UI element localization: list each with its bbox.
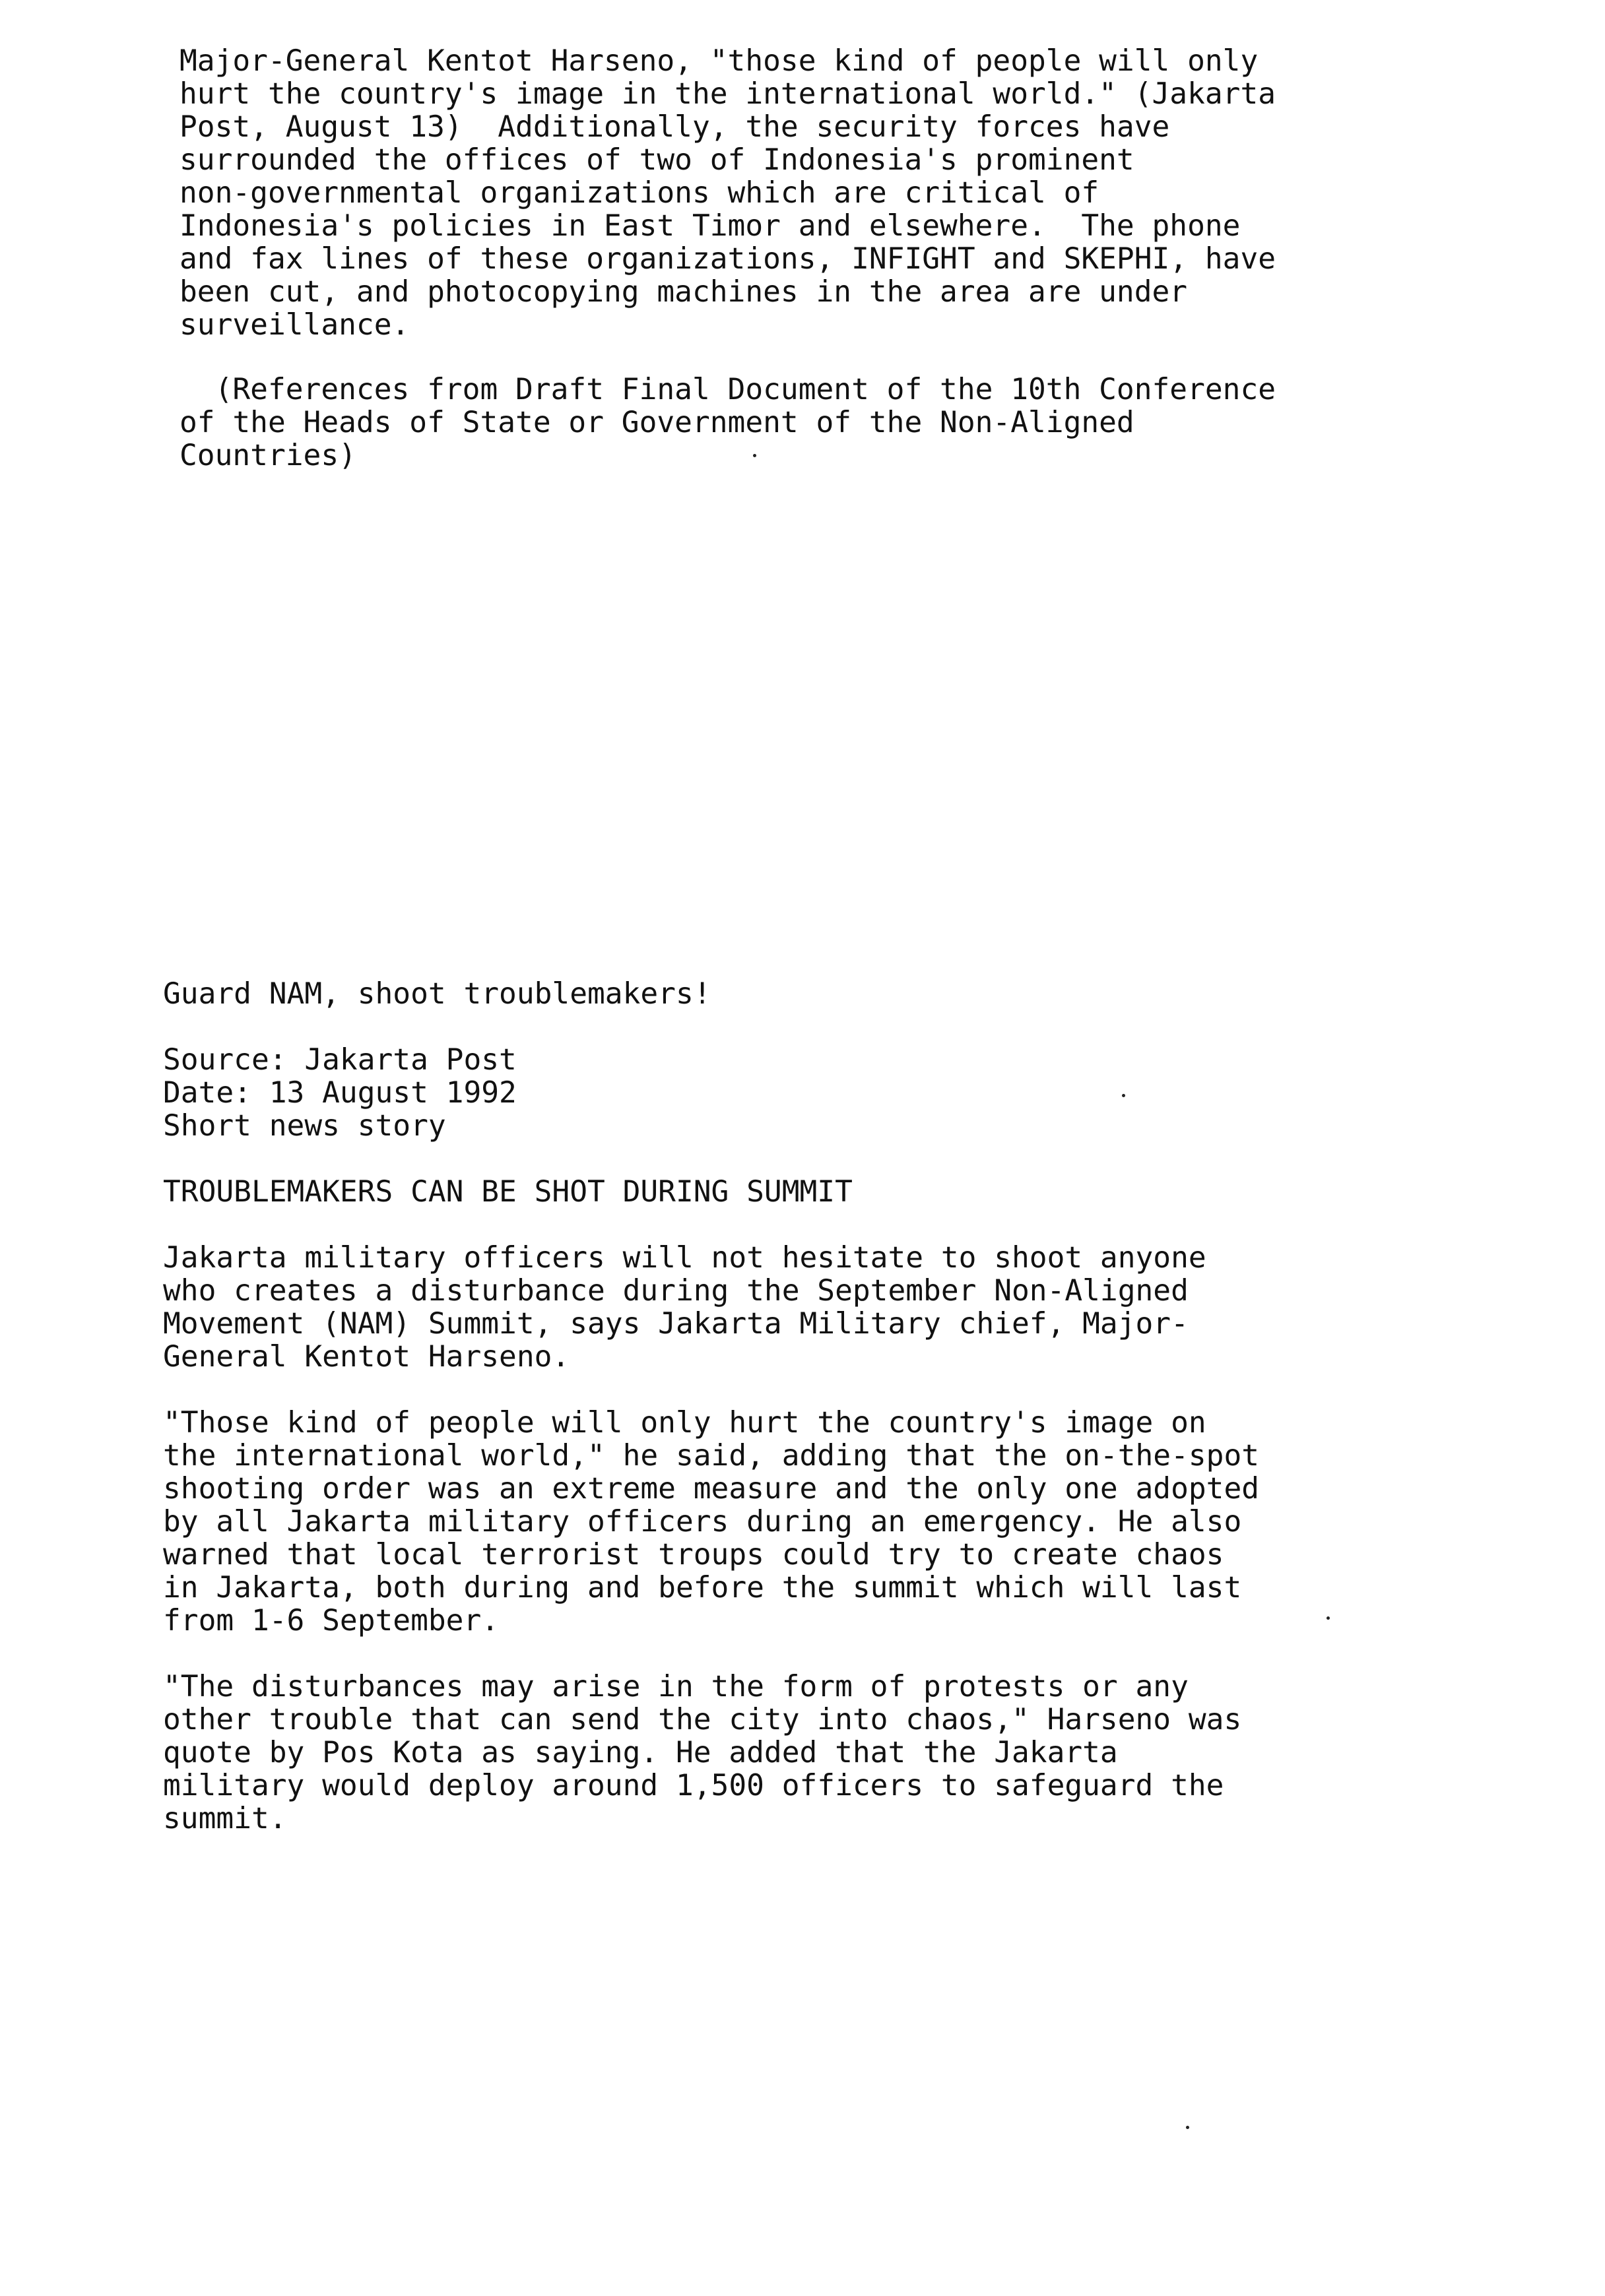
scan-speck (1186, 2126, 1189, 2129)
article-paragraph: "The disturbances may arise in the form of protests or any other trouble that can send the city into chaos," Harseno was quote by Pos Kota as saying. He added that the Jakarta military would deploy around 1,500 officers to safeguard the summit. (163, 1670, 1242, 1835)
source-info: Source: Jakarta Post Date: 13 August 1992 Short news story (163, 1043, 517, 1143)
references-note: (References from Draft Final Document of the 10th Conference of the Heads of State or Government of the Non-Aligned Countries) (180, 373, 1276, 472)
scan-speck (753, 454, 756, 457)
article-title: TROUBLEMAKERS CAN BE SHOT DURING SUMMIT (163, 1175, 853, 1209)
continuation-paragraph: Major-General Kentot Harseno, "those kind of people will only hurt the country's image in the international world." (Jakarta Post, August 13) Additionally, the security forces have surrounded the offices of two of Indonesia's prominent non-governmental organizations which are critical of Indonesia's policies in East Timor and elsewhere. The phone and fax lines of these organizations, INFIGHT and SKEPHI, have been cut, and photocopying machines in the area are under surveillance. (180, 44, 1276, 342)
article-paragraph: "Those kind of people will only hurt the country's image on the international world," he said, adding that the on-the-spot shooting order was an extreme measure and the only one adopted by all Jakarta military officers during an emergency. He also warned that local terrorist troups could try to create chaos in Jakarta, both during and before the summit which will last from 1-6 September. (163, 1406, 1260, 1638)
scan-speck (1327, 1616, 1330, 1620)
article-heading: Guard NAM, shoot troublemakers! (163, 977, 711, 1011)
scan-speck (1122, 1094, 1125, 1097)
article-paragraph: Jakarta military officers will not hesitate to shoot anyone who creates a disturbance during the September Non-Aligned Movement (NAM) Summit, says Jakarta Military chief, Major- General Kentot Harseno. (163, 1241, 1206, 1374)
